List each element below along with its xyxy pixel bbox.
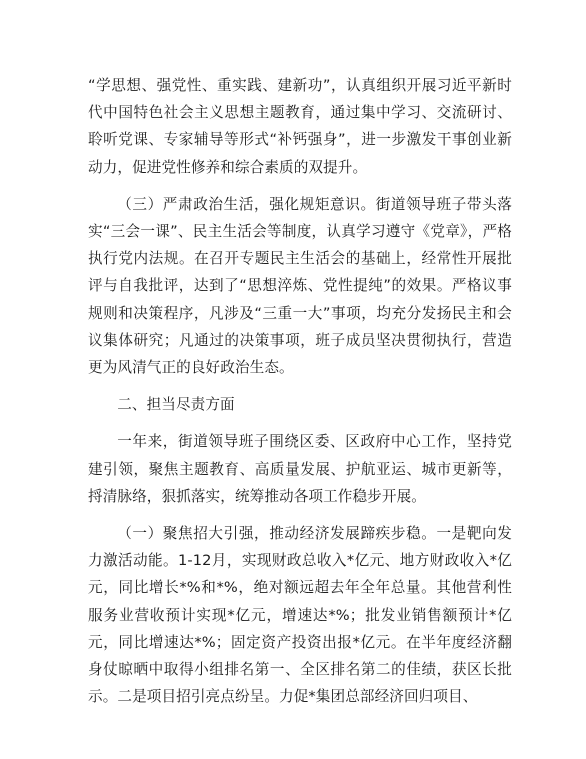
paragraph-political-life: （三）严肃政治生活，强化规矩意识。街道领导班子带头落实“三会一课”、民主生活会等制度，认真学习遵守《党章》，严格执行党内法规。在召开专题民主生活会的基础上，经常性开展批评与自我批评，达到了“思想淬炼、党性提纯”的效果。严格议事规则和决策程序，凡涉及“三重一大”事项，均充分发扬民主和会议集体研究；凡通过的决策事项，班子成员坚决贯彻执行，营造更为风清气正的良好政治生态。	[88, 195, 512, 377]
document-body	[88, 72, 512, 720]
section-heading-responsibility: 二、担当尽责方面	[117, 396, 235, 414]
paragraph-investment-economy: （一）聚焦招大引强，推动经济发展蹄疾步稳。一是靶向发力激活动能。1-12月，实现财政总收入*亿元、地方财政收入*亿元，同比增长*%和*%，绝对额远超去年全年总量。其他营利性服务业营收预计实现*亿元，增速达*%；批发业销售额预计*亿元，同比增速达*%；固定资产投资出报*亿元。在半年度经济翻身仗晾晒中取得小组排名第一、全区排名第二的佳绩，获区长批示。二是项目招引亮点纷呈。力促*集团总部经济回归项目、	[88, 525, 512, 706]
paragraph-year-overview: 一年来，街道领导班子围绕区委、区政府中心工作，坚持党建引领，聚焦主题教育、高质量发展、护航亚运、城市更新等，捋清脉络，狠抓落实，统筹推动各项工作稳步开展。	[88, 433, 512, 505]
paragraph-study-thought: “学思想、强党性、重实践、建新功”，认真组织开展习近平新时代中国特色社会主义思想主题教育，通过集中学习、交流研讨、聆听党课、专家辅导等形式“补钙强身”，进一步激发干事创业新动力，促进党性修养和综合素质的双提升。	[88, 77, 512, 176]
